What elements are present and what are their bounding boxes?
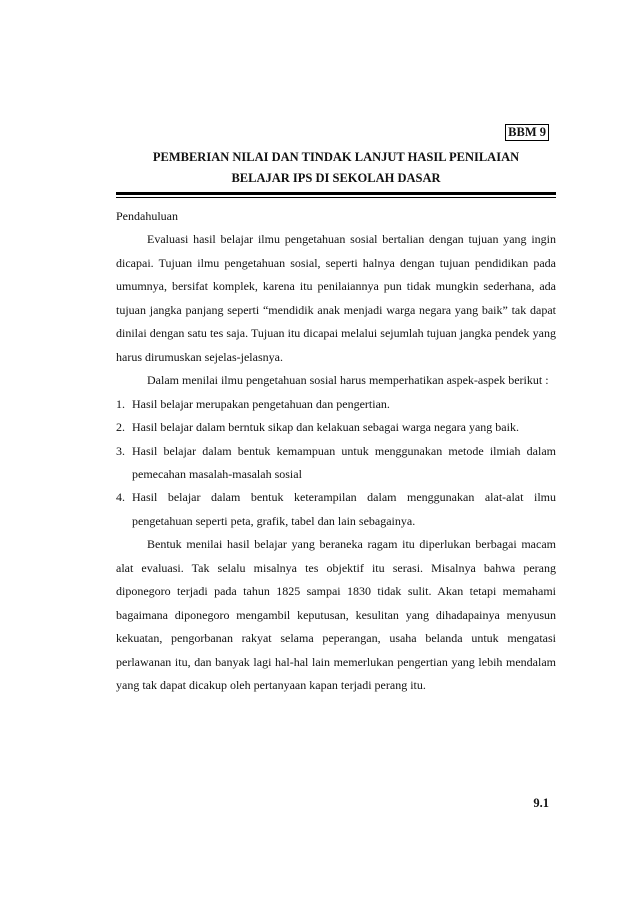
list-text: Hasil belajar dalam berntuk sikap dan kelakuan sebagai warga negara yang baik. <box>132 420 519 435</box>
list-text: Hasil belajar merupakan pengetahuan dan pengertian. <box>132 396 390 411</box>
list-number: 4. <box>116 490 125 505</box>
title-rule-thick <box>116 192 556 195</box>
list-text: Hasil belajar dalam bentuk keterampilan dalam menggunakan alat-alat ilmu pengetahuan seperti peta, grafik, tabel dan lain sebagainya. <box>132 490 556 528</box>
module-badge: BBM 9 <box>505 124 549 141</box>
chapter-title-line-2: BELAJAR IPS DI SEKOLAH DASAR <box>231 171 441 185</box>
section-heading: Pendahuluan <box>116 209 178 223</box>
list-item <box>116 393 556 416</box>
list-number: 3. <box>116 443 125 458</box>
page-number: 9.1 <box>533 796 549 810</box>
document-body <box>116 205 556 698</box>
aspects-list <box>116 393 556 534</box>
paragraph-aspects: Dalam menilai ilmu pengetahuan sosial harus memperhatikan aspek-aspek berikut : <box>147 373 549 388</box>
list-item <box>116 416 556 439</box>
list-number: 1. <box>116 396 125 411</box>
title-rule-thin <box>116 197 556 198</box>
list-text: Hasil belajar dalam bentuk kemampuan untuk menggunakan metode ilmiah dalam pemecahan masalah-masalah sosial <box>132 443 556 481</box>
paragraph-intro: Evaluasi hasil belajar ilmu pengetahuan sosial bertalian dengan tujuan yang ingin dicapai. Tujuan ilmu pengetahuan sosial, seperti halnya dengan tujuan pendidikan pada umumnya, bersifat komplek, karena itu penilaiannya pun tidak mungkin sederhana, ada tujuan jangka panjang seperti “mendidik anak menjadi warga negara yang baik” tak dapat dinilai dengan satu tes saja. Tujuan itu dicapai melalui sejumlah tujuan jangka pendek yang harus dirumuskan sejelas-jelasnya. <box>116 232 556 364</box>
list-number: 2. <box>116 420 125 435</box>
list-item <box>116 440 556 487</box>
chapter-title-line-1: PEMBERIAN NILAI DAN TINDAK LANJUT HASIL PENILAIAN <box>152 150 520 164</box>
list-item <box>116 486 556 533</box>
paragraph-evaluation: Bentuk menilai hasil belajar yang beraneka ragam itu diperlukan berbagai macam alat evaluasi. Tak selalu misalnya tes objektif itu serasi. Misalnya bahwa perang diponegoro terjadi pada tahun 1825 sampai 1830 tidak sulit. Akan tetapi memahami bagaimana diponegoro mengambil keputusan, kesulitan yang dihadapainya menyusun kekuatan, pengorbanan rakyat selama peperangan, usaha belanda untuk mengatasi perlawanan itu, dan banyak lagi hal-hal lain memerlukan pengertian yang lebih mendalam yang tak dapat dicakup oleh pertanyaan kapan terjadi perang itu. <box>116 537 556 693</box>
